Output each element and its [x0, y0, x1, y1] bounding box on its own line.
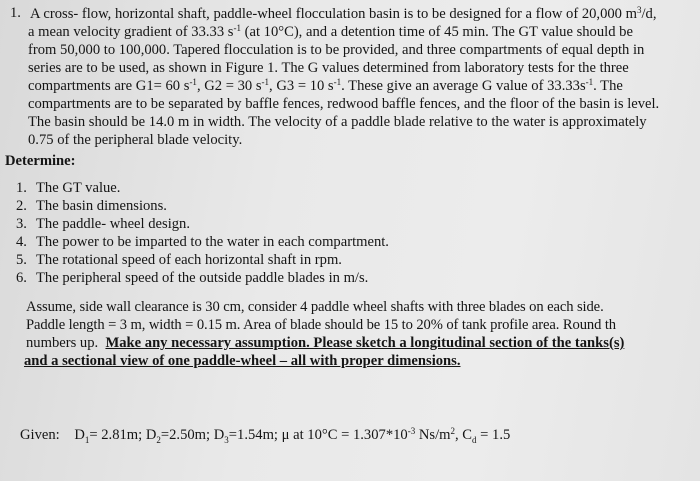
d3-value: =1.54m; — [228, 427, 278, 443]
assume-line-text: numbers up. — [26, 335, 99, 351]
list-item: The rotational speed of each horizontal shaft in rpm. — [36, 252, 342, 268]
problem-number: 1. — [10, 5, 21, 21]
text-segment: a mean velocity gradient of 33.33 s — [28, 24, 234, 40]
d1-value: = 2.81m; — [89, 427, 143, 443]
d3-sub: 3 — [224, 434, 229, 445]
intro-line — [28, 42, 644, 59]
viscosity-unit: Ns/m — [415, 427, 451, 443]
assume-line — [26, 335, 624, 352]
superscript: -1 — [261, 77, 270, 87]
text-segment: , G2 = 30 s — [196, 78, 262, 94]
superscript: -1 — [189, 77, 197, 87]
text-segment: . The — [593, 78, 623, 94]
list-item-number: 5. — [16, 252, 27, 268]
given-line — [20, 427, 510, 444]
list-item: The paddle- wheel design. — [36, 216, 190, 232]
intro-line — [28, 114, 647, 131]
assumption-instruction: and a sectional view of one paddle-wheel – all with proper dimensions. — [24, 353, 461, 369]
viscosity: μ at 10°C = 1.307*10 — [281, 427, 408, 443]
unit-exp: 2 — [450, 426, 455, 436]
intro-line — [28, 78, 623, 95]
superscript: -1 — [233, 23, 241, 33]
superscript: -1 — [333, 77, 342, 87]
intro-line — [28, 24, 633, 41]
list-item: The basin dimensions. — [36, 198, 167, 214]
list-item: The GT value. — [36, 180, 121, 196]
superscript: -1 — [585, 77, 594, 87]
cd-symbol: , C — [455, 427, 473, 443]
determine-heading: Determine: — [5, 153, 76, 169]
d2-symbol: D — [145, 427, 157, 443]
text-segment: The basin should be 14.0 m in width. The velocity of a paddle blade relative to the water is approximately — [28, 114, 647, 130]
list-item-number: 6. — [16, 270, 27, 286]
text-segment: 0.75 of the peripheral blade velocity. — [28, 132, 243, 148]
assume-line: Paddle length = 3 m, width = 0.15 m. Area of blade should be 15 to 20% of tank profile area. Round th — [26, 317, 616, 333]
list-item-number: 1. — [16, 180, 27, 196]
text-segment: (at 10°C), and a detention time of 45 min. The GT value should be — [240, 24, 633, 40]
text-segment: , G3 = 10 s — [269, 78, 334, 94]
given-label: Given: — [20, 427, 60, 443]
text-segment: . These give an average G value of 33.33s — [341, 78, 586, 94]
d1-symbol: D — [74, 427, 85, 443]
d2-sub: 2 — [156, 434, 161, 445]
text-segment: series are to be used, as shown in Figure 1. The G values determined from laboratory tests for the three — [28, 60, 629, 76]
text-segment: from 50,000 to 100,000. Tapered flocculation is to be provided, and three compartments of equal depth in — [28, 42, 645, 58]
d1-sub: 1 — [84, 434, 90, 445]
assume-line: Assume, side wall clearance is 30 cm, consider 4 paddle wheel shafts with three blades on each side. — [26, 299, 604, 315]
text-segment: compartments are G1= 60 s — [28, 78, 190, 94]
intro-line — [30, 6, 656, 23]
intro-line — [28, 132, 242, 149]
list-item: The peripheral speed of the outside paddle blades in m/s. — [36, 270, 369, 286]
text-segment: A cross- flow, horizontal shaft, paddle-wheel flocculation basin is to be designed for a flow of 20,000 m — [30, 6, 637, 22]
viscosity-exp: -3 — [407, 426, 416, 436]
list-item: The power to be imparted to the water in each compartment. — [36, 234, 389, 250]
d2-value: =2.50m; — [160, 427, 211, 443]
list-item-number: 2. — [16, 198, 27, 214]
cd-sub: d — [472, 434, 477, 445]
cd-value: = 1.5 — [476, 427, 511, 443]
d3-symbol: D — [213, 427, 225, 443]
intro-line — [28, 60, 629, 77]
text-segment: /d, — [641, 6, 657, 22]
superscript: 3 — [636, 5, 642, 15]
assumption-instruction: Make any necessary assumption. Please sketch a longitudinal section of the tanks(s) — [105, 335, 625, 351]
list-item-number: 4. — [16, 234, 27, 250]
intro-line — [28, 96, 659, 113]
list-item-number: 3. — [16, 216, 27, 232]
text-segment: compartments are to be separated by baffle fences, redwood baffle fences, and the floor of the basin is level. — [28, 96, 660, 112]
